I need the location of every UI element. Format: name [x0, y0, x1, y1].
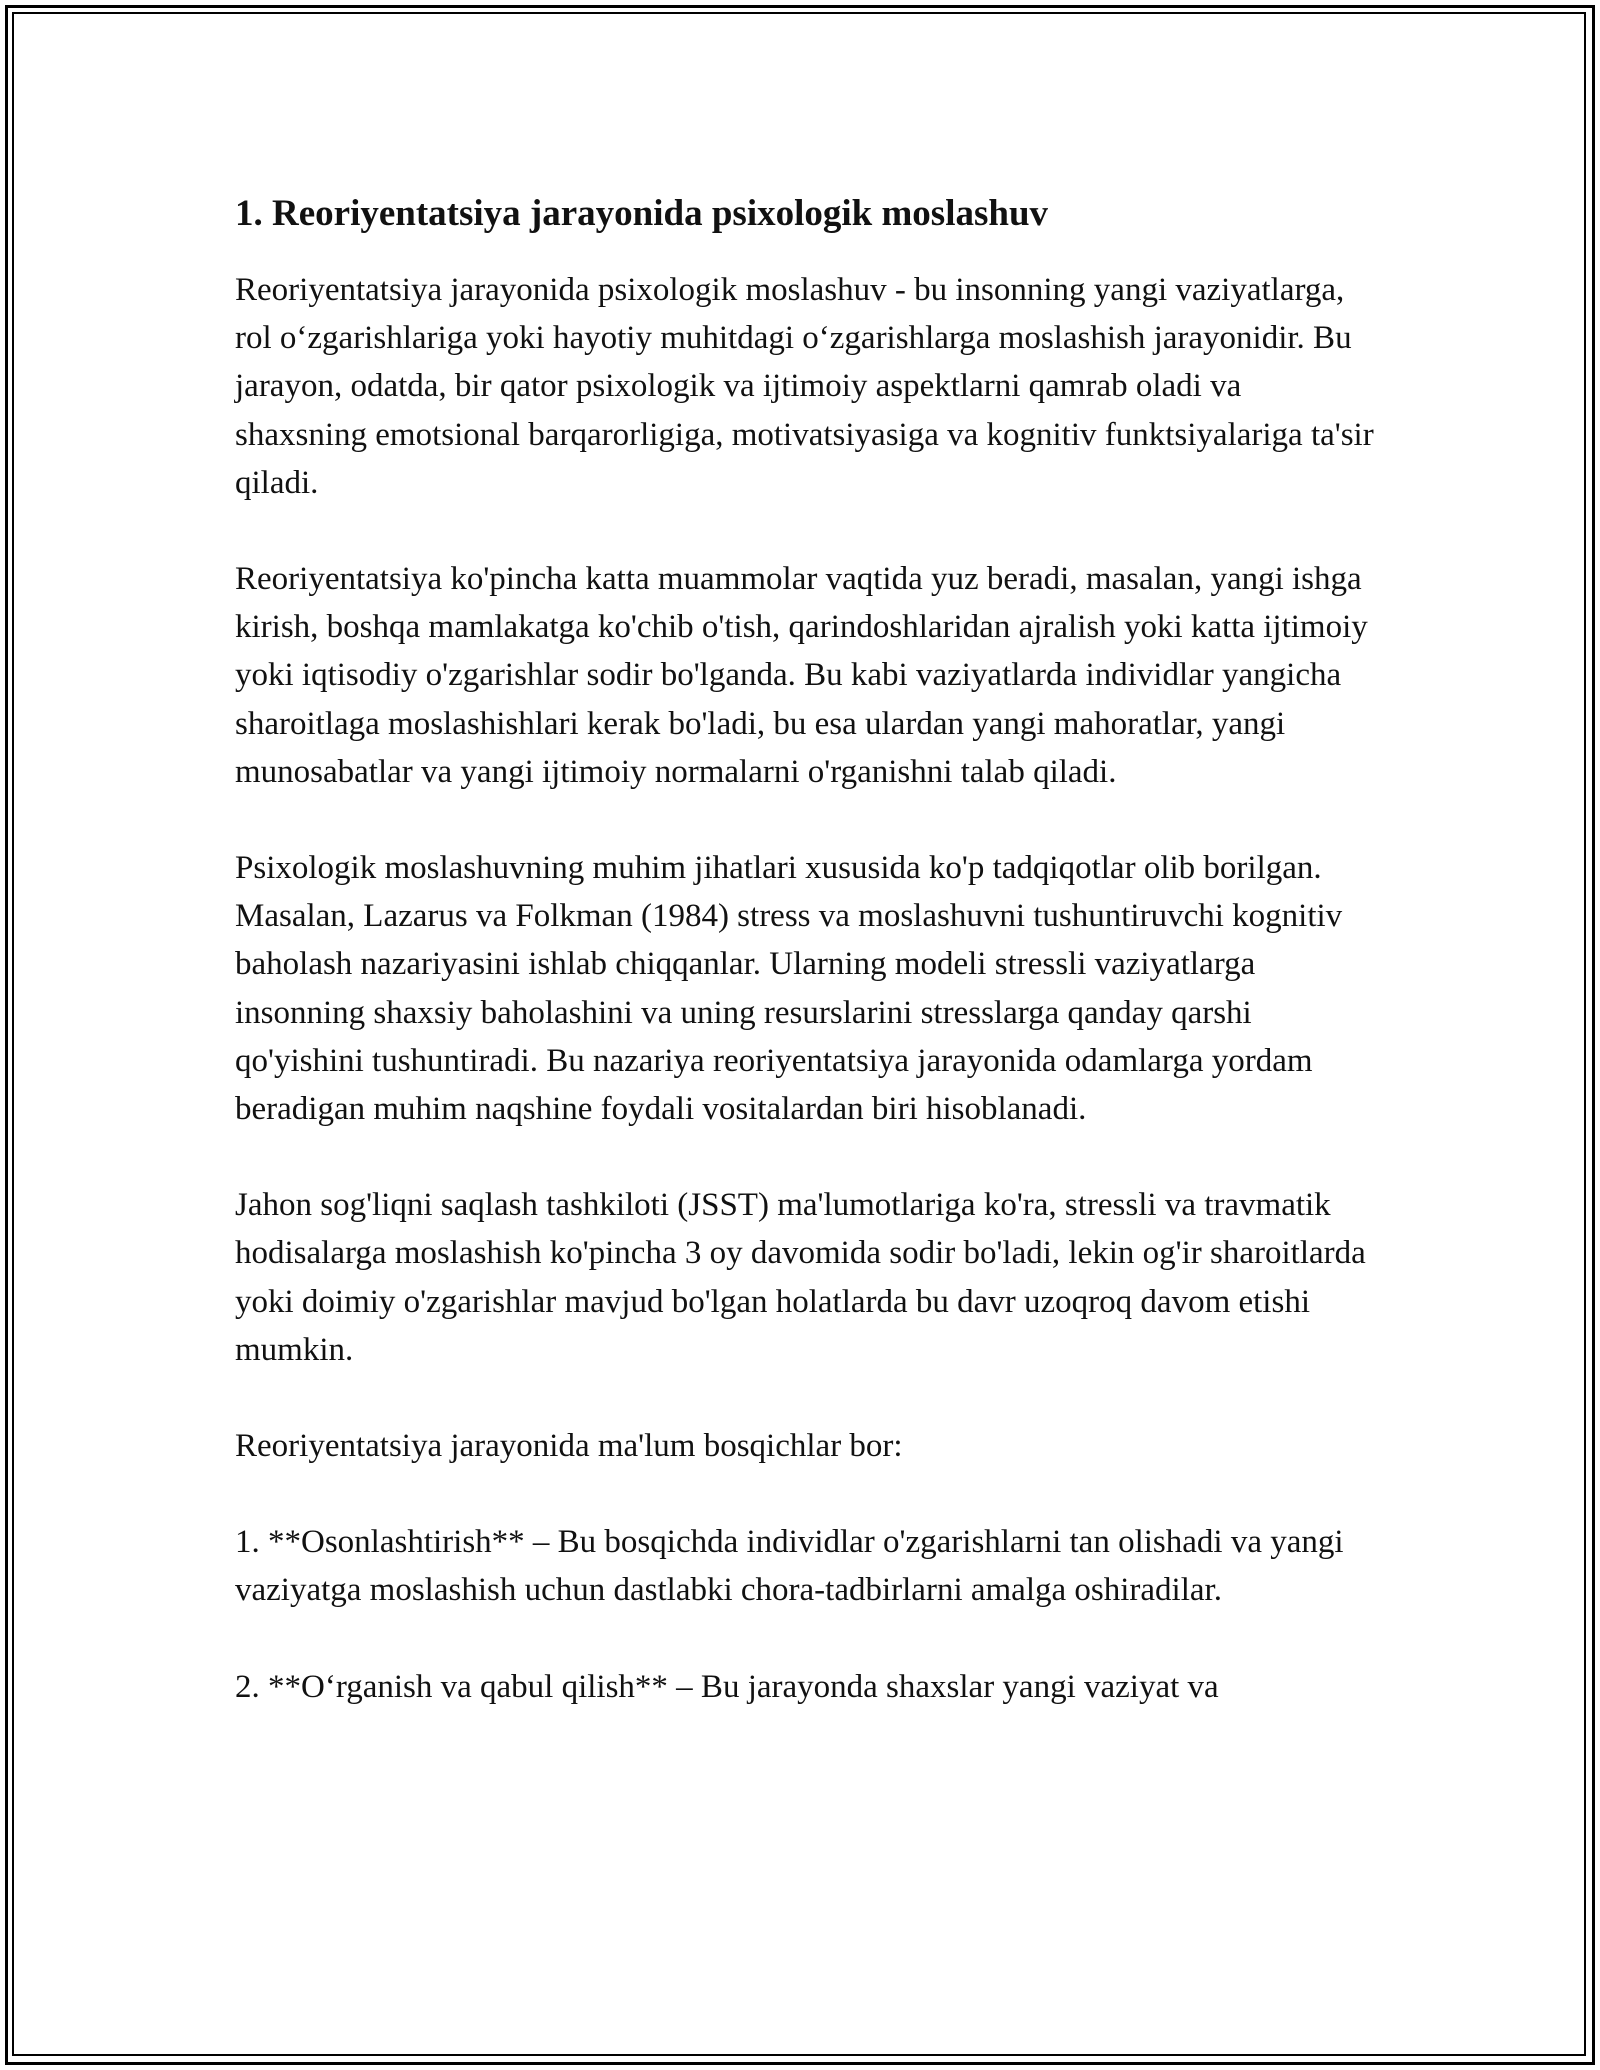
section-heading: 1. Reoriyentatsiya jarayonida psixologik moslashuv: [235, 193, 1049, 234]
paragraph-who-data: Jahon sog'liqni saqlash tashkiloti (JSST) ma'lumotlariga ko'ra, stressli va travmatik hodisalarga moslashish ko'pincha 3 oy davomida sodir bo'ladi, lekin og'ir sharoitlarda yoki doimiy o'zgarishlar mavjud bo'lgan holatlarda bu davr uzoqroq davom etishi mumkin.: [235, 1187, 1366, 1368]
list-item-stage-1: 1. **Osonlashtirish** – Bu bosqichda individlar o'zgarishlarni tan olishadi va yangi vaziyatga moslashish uchun dastlabki chora-tadbirlarni amalga oshiradilar.: [235, 1524, 1344, 1609]
paragraph-stages-intro: Reoriyentatsiya jarayonida ma'lum bosqichlar bor:: [235, 1428, 903, 1465]
paragraph-research: Psixologik moslashuvning muhim jihatlari xususida ko'p tadqiqotlar olib borilgan. Masalan, Lazarus va Folkman (1984) stress va moslashuvni tushuntiruvchi kognitiv baholash nazariyasini ishlab chiqqanlar. Ularning modeli stressli vaziyatlarga insonning shaxsiy baholashini va uning resurslarini stresslarga qanday qarshi qo'yishini tushuntiradi. Bu nazariya reoriyentatsiya jarayonida odamlarga yordam beradigan muhim naqshine foydali vositalardan biri hisoblanadi.: [235, 850, 1343, 1128]
paragraph-situations: Reoriyentatsiya ko'pincha katta muammolar vaqtida yuz beradi, masalan, yangi ishga kirish, boshqa mamlakatga ko'chib o'tish, qarindoshlaridan ajralish yoki katta ijtimoiy yoki iqtisodiy o'zgarishlar sodir bo'lganda. Bu kabi vaziyatlarda individlar yangicha sharoitlaga moslashishlari kerak bo'ladi, bu esa ulardan yangi mahoratlar, yangi munosabatlar va yangi ijtimoiy normalarni o'rganishni talab qiladi.: [235, 561, 1368, 790]
list-item-stage-2: 2. **O‘rganish va qabul qilish** – Bu jarayonda shaxslar yangi vaziyat va: [235, 1668, 1219, 1705]
document-body: [235, 188, 1375, 1759]
paragraph-definition: Reoriyentatsiya jarayonida psixologik moslashuv - bu insonning yangi vaziyatlarga, rol o‘zgarishlariga yoki hayotiy muhitdagi o‘zgarishlarga moslashish jarayonidir. Bu jarayon, odatda, bir qator psixologik va ijtimoiy aspektlarni qamrab oladi va shaxsning emotsional barqarorligiga, motivatsiyasiga va kognitiv funktsiyalariga ta'sir qiladi.: [235, 272, 1374, 501]
